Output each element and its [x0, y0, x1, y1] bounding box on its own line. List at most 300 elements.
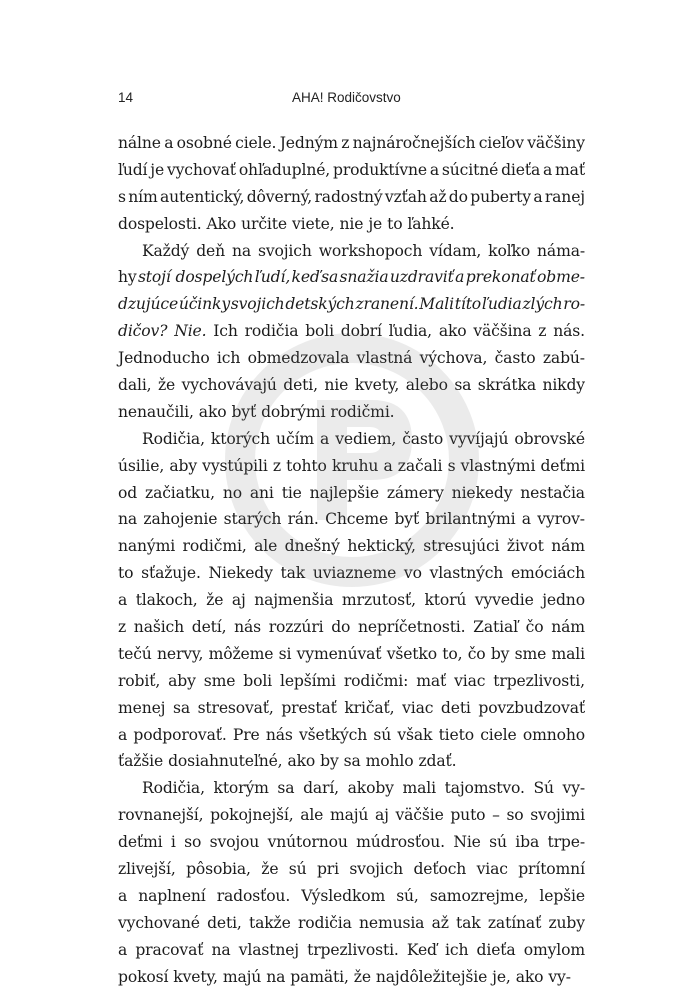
word: Jednoducho — [118, 349, 210, 368]
word: uviazneme — [312, 564, 397, 583]
word: prekonať — [465, 268, 536, 287]
word: rodičmi, — [182, 537, 247, 556]
word: a — [164, 134, 174, 152]
word: začali — [397, 456, 443, 475]
word: menej — [118, 698, 166, 717]
word: účinky — [178, 295, 230, 314]
word: súcitné — [441, 160, 499, 179]
text-line — [118, 910, 585, 937]
word: aby — [169, 456, 197, 475]
text-line — [118, 453, 585, 480]
word: dobrými — [261, 402, 326, 421]
word: zuby — [548, 913, 585, 932]
word: cieľov — [478, 134, 524, 152]
word: ľudí — [118, 160, 148, 179]
word: omylom — [523, 940, 585, 959]
word: nestačia — [520, 483, 585, 502]
word: stresovať, — [197, 698, 274, 717]
word: všetkých — [298, 725, 368, 744]
word: väčšiny — [527, 134, 585, 152]
text-line — [118, 291, 585, 318]
word: ľudia — [481, 295, 522, 314]
text-line — [118, 506, 585, 533]
word: koľko — [488, 241, 531, 260]
word: najnáročnejších — [352, 134, 476, 152]
word: no — [222, 483, 242, 502]
word: ktorým — [213, 779, 269, 798]
word: ktorú — [424, 591, 467, 610]
word: sa — [454, 376, 472, 395]
word: Mali — [419, 295, 454, 314]
running-title: AHA! Rodičovstvo — [292, 90, 401, 105]
word: a — [533, 187, 543, 206]
word: život — [506, 537, 544, 556]
word: kvety, — [354, 376, 400, 395]
word: radosťou. — [216, 886, 291, 905]
word: vyvíjajú — [449, 429, 509, 448]
word: kruhu — [331, 456, 379, 475]
text-line — [118, 641, 585, 668]
word: ohľaduplné, — [238, 160, 331, 179]
word: dzujúce — [118, 295, 179, 314]
word: – — [492, 806, 500, 825]
word: hy — [118, 268, 137, 287]
word: kričať, — [344, 698, 395, 717]
word: alebo — [405, 376, 448, 395]
word: naplnení — [138, 886, 206, 905]
word: najlepšie — [309, 483, 379, 502]
word: na — [266, 967, 286, 986]
word: svojich — [257, 241, 312, 260]
word: ním — [128, 187, 158, 206]
text-line — [118, 856, 585, 883]
word: Jedným — [279, 134, 338, 152]
word: obrovské — [514, 429, 585, 448]
word: vyvedie — [474, 591, 534, 610]
word: ro- — [563, 295, 585, 314]
word: je — [150, 160, 165, 179]
text-line — [118, 184, 585, 211]
word: ranej — [544, 187, 585, 206]
word: nálne — [118, 134, 161, 152]
word: majú — [329, 806, 369, 825]
word: boli — [305, 322, 334, 341]
word: až — [431, 913, 449, 932]
word: sme — [514, 644, 547, 663]
text-line — [118, 318, 585, 345]
word: aj — [231, 591, 246, 610]
word: sa — [321, 268, 339, 287]
word: vlastnými — [460, 456, 536, 475]
word: detských — [285, 295, 355, 314]
word: nie — [324, 376, 349, 395]
word: zabú- — [542, 349, 585, 368]
word: vychované — [118, 913, 200, 932]
word: pri — [316, 860, 339, 879]
word: takže — [248, 913, 291, 932]
text-line — [118, 829, 585, 856]
word: mať — [555, 160, 585, 179]
word: čo — [525, 618, 544, 637]
word: lepšími — [279, 671, 336, 690]
text-line — [118, 748, 585, 775]
word: iba — [515, 833, 540, 852]
text-line — [118, 130, 585, 157]
word: tak — [456, 913, 481, 932]
word: tajomstvo. — [444, 779, 525, 798]
word: Nie — [453, 833, 481, 852]
word: väčšina — [473, 322, 532, 341]
word: autentický, — [159, 187, 245, 206]
word: Rodičia, — [142, 429, 205, 448]
word: viac — [402, 698, 434, 717]
word: tak — [280, 564, 306, 583]
word: prestať — [281, 698, 337, 717]
word: ako — [438, 322, 467, 341]
word: od — [118, 483, 138, 502]
word: tlakoch, — [135, 591, 198, 610]
word: pracovať — [135, 940, 204, 959]
word: deťoch — [413, 860, 467, 879]
word: emóciách — [510, 564, 585, 583]
page-header — [118, 90, 585, 112]
text-line — [118, 614, 585, 641]
word: a — [383, 456, 393, 475]
word: rodičia — [244, 322, 299, 341]
word: deti — [440, 698, 471, 717]
word: zlivejší, — [118, 860, 176, 879]
word: Keď — [406, 940, 437, 959]
word: nám — [551, 618, 585, 637]
word: uzdraviť — [389, 268, 454, 287]
word: stojí dospelých — [137, 268, 254, 287]
word: trpezlivosti. — [307, 940, 399, 959]
word: dali, — [118, 376, 152, 395]
word: sme — [203, 671, 236, 690]
word: si — [278, 644, 292, 663]
word: Výsledkom — [301, 886, 386, 905]
text-line — [118, 238, 585, 265]
page-number: 14 — [118, 90, 134, 105]
word: svojou — [209, 833, 260, 852]
word: náma- — [537, 241, 585, 260]
body-text — [118, 130, 585, 991]
word: až — [429, 187, 447, 206]
word: workshopoch — [318, 241, 423, 260]
word: a — [320, 429, 330, 448]
word: povzbudzovať — [478, 698, 585, 717]
word: ako — [515, 967, 544, 986]
word: hektický, — [347, 537, 416, 556]
word: z — [118, 618, 127, 637]
word: ciele — [480, 725, 517, 744]
word: väčšie — [395, 806, 444, 825]
word: samozrejme, — [429, 886, 529, 905]
word: rodičia — [297, 913, 352, 932]
word: snažia — [339, 268, 389, 287]
word: vychovať — [166, 160, 236, 179]
word: deti, — [207, 913, 242, 932]
word: a — [521, 510, 531, 529]
word: nás — [265, 725, 293, 744]
word: ale — [300, 806, 324, 825]
word: pôsobia, — [186, 860, 251, 879]
word: podporovať. — [133, 725, 227, 744]
word: viac — [454, 671, 486, 690]
word: ľudia, — [388, 322, 432, 341]
word: rozzúri — [268, 618, 324, 637]
word: nanými — [118, 537, 176, 556]
word: často — [494, 349, 536, 368]
text-line — [118, 695, 585, 722]
word: trpezlivosti, — [493, 671, 585, 690]
word: učím — [276, 429, 314, 448]
word: darí, — [303, 779, 339, 798]
word: majú — [222, 967, 262, 986]
word: rán. — [287, 510, 319, 529]
word: robiť, — [118, 671, 161, 690]
word: vystúpili — [202, 456, 268, 475]
word: puberty — [470, 187, 531, 206]
word: nás. — [553, 322, 585, 341]
word: s — [118, 187, 126, 206]
word: Ako — [206, 214, 237, 233]
word: je — [368, 214, 383, 233]
word: to, — [442, 644, 463, 663]
word: puto — [450, 806, 486, 825]
word: omnoho — [522, 725, 585, 744]
word: vymenúvať — [296, 644, 382, 663]
word: mohlo — [365, 752, 414, 771]
word: sú — [373, 725, 392, 744]
word: z — [538, 322, 547, 341]
word: vy- — [562, 779, 585, 798]
word: je, — [492, 967, 511, 986]
word: so — [506, 806, 524, 825]
word: by — [490, 644, 510, 663]
text-line — [118, 964, 585, 991]
word: a — [118, 725, 128, 744]
word: to — [387, 214, 403, 233]
word: z — [341, 134, 350, 152]
word: Sú — [533, 779, 554, 798]
word: všetko — [386, 644, 437, 663]
word: mali — [551, 644, 585, 663]
word: dičov? — [118, 322, 168, 341]
text-line — [118, 426, 585, 453]
word: rovnanejší, — [118, 806, 204, 825]
word: brilantnými — [425, 510, 516, 529]
word: našich — [133, 618, 185, 637]
word: nikdy — [542, 376, 585, 395]
word: osobné — [176, 134, 232, 152]
word: ale — [254, 537, 278, 556]
word: niekedy — [451, 483, 513, 502]
word: úsilie, — [118, 456, 165, 475]
word: byť — [231, 402, 257, 421]
word: deťmi — [118, 833, 163, 852]
word: nie — [339, 214, 364, 233]
word: a — [429, 160, 440, 179]
word: viete, — [291, 214, 335, 233]
word: pokojnejší, — [210, 806, 294, 825]
word: deťmi — [540, 456, 585, 475]
word: a — [118, 886, 128, 905]
word: i — [170, 833, 176, 852]
word: ľudí, — [254, 268, 291, 287]
word: čo — [467, 644, 486, 663]
word: zdať. — [418, 752, 457, 771]
word: sa — [277, 779, 295, 798]
word: Pre — [232, 725, 260, 744]
word: sú — [489, 833, 507, 852]
word: svojich — [230, 295, 285, 314]
word: nám — [551, 537, 585, 556]
word: sú, — [396, 886, 419, 905]
word: rodičmi. — [330, 402, 395, 421]
word: zahojenie — [143, 510, 218, 529]
text-line — [118, 372, 585, 399]
word: aj — [374, 806, 389, 825]
word: múdrosťou. — [356, 833, 445, 852]
word: a — [118, 940, 128, 959]
word: Každý — [142, 241, 190, 260]
word: Niekedy — [208, 564, 273, 583]
word: deti, — [283, 376, 318, 395]
word: Nie. — [174, 322, 207, 341]
word: že — [206, 591, 224, 610]
word: a — [455, 268, 465, 287]
word: kvety, — [173, 967, 218, 986]
word: nás — [234, 618, 262, 637]
word: to — [118, 564, 134, 583]
word: Ich — [213, 322, 238, 341]
word: vyrov- — [537, 510, 585, 529]
word: mať — [416, 671, 447, 690]
word: Zatiaľ — [473, 618, 518, 637]
word: jedno — [542, 591, 585, 610]
word: na — [118, 510, 138, 529]
word: začiatku, — [145, 483, 215, 502]
text-line — [118, 587, 585, 614]
word: ktorých — [210, 429, 271, 448]
text-line — [118, 802, 585, 829]
word: stresujúci — [423, 537, 500, 556]
word: že — [353, 967, 371, 986]
word: najdôležitejšie — [375, 967, 488, 986]
word: sa — [172, 698, 190, 717]
word: zlých — [522, 295, 563, 314]
text-line — [118, 883, 585, 910]
word: lepšie — [539, 886, 585, 905]
word: ľahké. — [407, 214, 455, 233]
word: ani — [249, 483, 274, 502]
word: nepríčetnosti. — [357, 618, 466, 637]
word: byť — [394, 510, 420, 529]
word: a — [542, 160, 553, 179]
word: pokosí — [118, 967, 169, 986]
word: prítomní — [518, 860, 585, 879]
word: produktívne — [333, 160, 427, 179]
word: aby — [168, 671, 196, 690]
word: tohto — [286, 456, 327, 475]
word: ako — [198, 402, 227, 421]
word: výchova, — [419, 349, 488, 368]
word: mrzutosť, — [341, 591, 416, 610]
word: do — [448, 187, 468, 206]
word: trpe- — [547, 833, 585, 852]
word: Chceme — [325, 510, 389, 529]
word: ciele. — [235, 134, 277, 152]
text-line — [118, 399, 585, 426]
word: tečú — [118, 644, 152, 663]
word: boli — [243, 671, 273, 690]
word: nervy, — [156, 644, 204, 663]
word: vlastná — [356, 349, 413, 368]
word: so — [184, 833, 202, 852]
word: starých — [223, 510, 282, 529]
word: keď — [291, 268, 320, 287]
word: vo — [403, 564, 422, 583]
text-line — [118, 775, 585, 802]
word: viac — [476, 860, 508, 879]
word: sťažuje. — [141, 564, 201, 583]
word: dospelosti. — [118, 214, 202, 233]
text-line — [118, 722, 585, 749]
word: Rodičia, — [142, 779, 205, 798]
text-line — [118, 668, 585, 695]
word: vlastných — [429, 564, 504, 583]
word: zranení. — [355, 295, 419, 314]
word: by — [320, 752, 339, 771]
word: do — [331, 618, 351, 637]
word: vlastnej — [238, 940, 299, 959]
text-line — [118, 211, 585, 238]
word: svojich — [349, 860, 404, 879]
word: obme- — [537, 268, 585, 287]
word: že — [261, 860, 279, 879]
word: vediem, — [335, 429, 397, 448]
word: svojimi — [530, 806, 585, 825]
word: skrátka — [477, 376, 536, 395]
word: pamäti, — [290, 967, 349, 986]
word: ako — [287, 752, 316, 771]
word: na — [211, 940, 231, 959]
word: ich — [216, 349, 241, 368]
text-line — [118, 345, 585, 372]
word: obmedzovala — [247, 349, 350, 368]
word: dieťa — [501, 160, 541, 179]
word: s — [447, 456, 456, 475]
word: sú — [288, 860, 307, 879]
word: že — [157, 376, 176, 395]
word: dosiahnuteľné, — [168, 752, 283, 771]
word: nemusia — [358, 913, 425, 932]
word: z — [272, 456, 281, 475]
word: deň — [196, 241, 225, 260]
word: radostný — [314, 187, 383, 206]
word: dieťa — [476, 940, 516, 959]
word: najmenšia — [254, 591, 334, 610]
word: ťažšie — [118, 752, 164, 771]
word: sa — [343, 752, 361, 771]
word: vy- — [548, 967, 571, 986]
word: ich — [445, 940, 469, 959]
text-line — [118, 264, 585, 291]
word: vídam, — [429, 241, 482, 260]
text-line — [118, 533, 585, 560]
word: vzťah — [384, 187, 427, 206]
